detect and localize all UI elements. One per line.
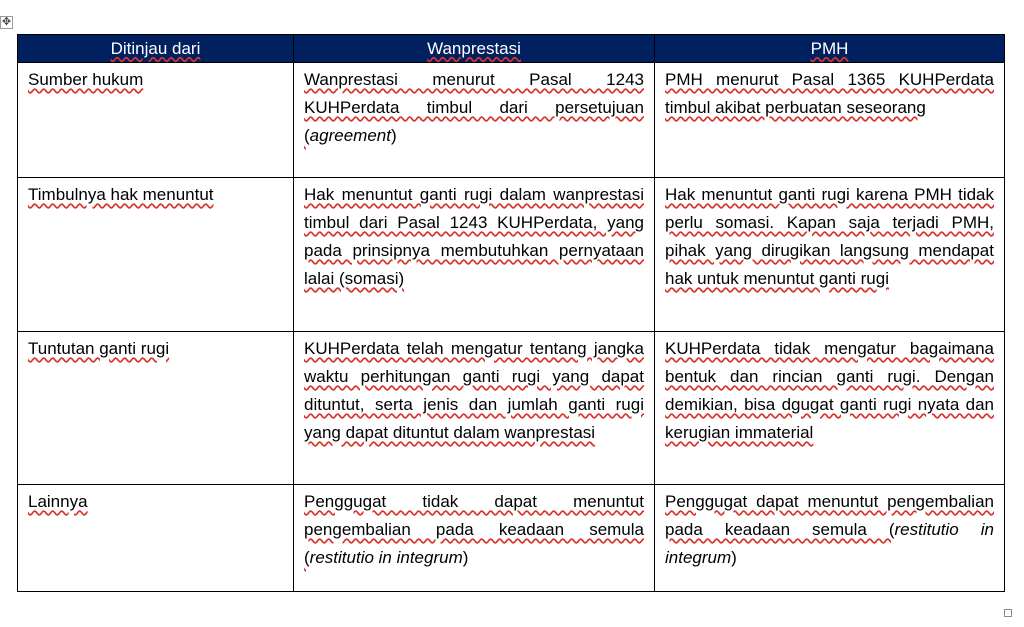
pmh-cell: KUHPerdata tidak mengatur bagaimana bentuk dan rincian ganti rugi. Dengan demikian, bisa dgugat ganti rugi nyata dan kerugian immaterial [655,332,1005,485]
table-move-handle-icon[interactable]: ✥ [1,16,12,28]
pmh-cell: Hak menuntut ganti rugi karena PMH tidak perlu somasi. Kapan saja terjadi PMH, pihak yang dirugikan langsung mendapat hak untuk menuntut ganti rugi [655,178,1005,332]
aspect-cell: Lainnya [18,485,294,592]
aspect-cell: Sumber hukum [18,63,294,178]
aspect-cell: Tuntutan ganti rugi [18,332,294,485]
wanprestasi-cell: Hak menuntut ganti rugi dalam wanprestasi timbul dari Pasal 1243 KUHPerdata, yang pada prinsipnya membutuhkan pernyataan lalai (somasi) [294,178,655,332]
header-ditinjau: Ditinjau dari [18,35,294,63]
comparison-table [17,34,1005,592]
table-row [18,332,1005,485]
table-row [18,63,1005,178]
header-wanprestasi: Wanprestasi [294,35,655,63]
table-resize-handle-icon[interactable] [1004,609,1012,617]
header-row [18,35,1005,63]
pmh-cell: PMH menurut Pasal 1365 KUHPerdata timbul akibat perbuatan seseorang [655,63,1005,178]
pmh-cell: Penggugat dapat menuntut pengembalian pada keadaan semula (restitutio in integrum) [655,485,1005,592]
table-row [18,178,1005,332]
header-pmh: PMH [655,35,1005,63]
aspect-cell: Timbulnya hak menuntut [18,178,294,332]
wanprestasi-cell: Wanprestasi menurut Pasal 1243 KUHPerdata timbul dari persetujuan (agreement) [294,63,655,178]
table-row [18,485,1005,592]
wanprestasi-cell: KUHPerdata telah mengatur tentang jangka waktu perhitungan ganti rugi yang dapat dituntut, serta jenis dan jumlah ganti rugi yang dapat dituntut dalam wanprestasi [294,332,655,485]
wanprestasi-cell: Penggugat tidak dapat menuntut pengembalian pada keadaan semula (restitutio in integrum) [294,485,655,592]
